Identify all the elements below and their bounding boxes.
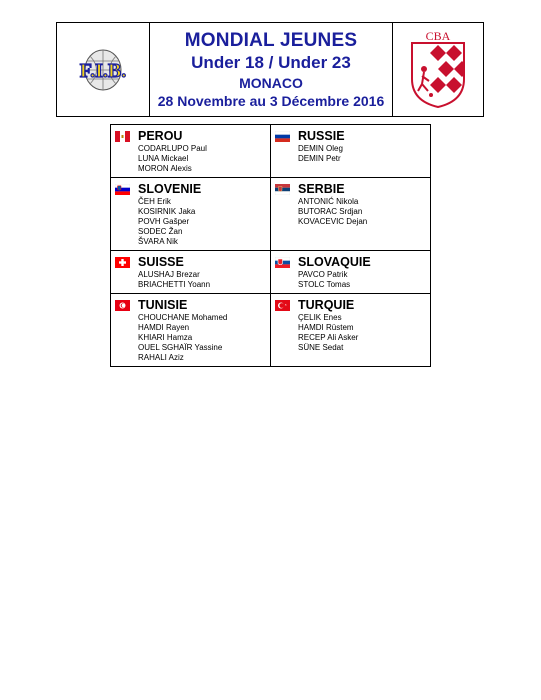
team-cell-tunisia [111,294,271,366]
player-name: MORON Alexis [138,164,192,173]
svg-text:CBA: CBA [425,28,451,43]
player-name: STOLC Tomas [298,280,351,289]
cba-logo [392,23,483,116]
country-name: SUISSE [138,255,184,269]
player-name: CHOUCHANE Mohamed [138,313,228,322]
player-name: RAHALI Aziz [138,353,184,362]
team-cell-peru [111,125,271,178]
player-name: DEMIN Petr [298,154,341,163]
event-location: MONACO [239,74,303,91]
country-name: SLOVAQUIE [298,255,371,269]
turkey-flag-icon [275,300,290,311]
player-name: ANTONIĆ Nikola [298,197,359,206]
player-name: ČEH Erik [138,197,171,206]
slovakia-flag-icon [275,257,290,268]
player-name: SÜNE Sedat [298,343,344,352]
teams-table [110,124,431,367]
monaco-shield-icon [398,29,478,111]
header-box [56,22,484,117]
svg-text:F.I.B.: F.I.B. [79,59,127,82]
player-name: KOSIRNIK Jaka [138,207,196,216]
player-name: HAMDI Rayen [138,323,190,332]
event-title: MONDIAL JEUNES [184,29,358,51]
country-name: SLOVENIE [138,182,202,196]
country-name: RUSSIE [298,129,345,143]
event-subtitle: Under 18 / Under 23 [191,52,351,72]
player-name: PAVCO Patrik [298,270,348,279]
country-name: SERBIE [298,182,345,196]
player-name: ÇELIK Enes [298,313,342,322]
country-name: TURQUIE [298,298,355,312]
player-name: OUEL SGHAÏR Yassine [138,343,223,352]
player-name: KOVACEVIC Dejan [298,217,368,226]
player-name: ALUSHAJ Brezar [138,270,200,279]
player-name: KHIARI Hamza [138,333,193,342]
event-dates: 28 Novembre au 3 Décembre 2016 [157,92,385,109]
peru-flag-icon [115,131,130,142]
team-cell-russia [271,125,430,178]
player-name: POVH Gašper [138,217,190,226]
player-name: SODEC Žan [138,227,183,236]
player-name: LUNA Mickael [138,154,189,163]
serbia-flag-icon [275,184,290,195]
player-name: BUTORAC Srdjan [298,207,363,216]
tunisia-flag-icon [115,300,130,311]
country-name: TUNISIE [138,298,188,312]
slovenia-flag-icon [115,184,130,195]
player-name: CODARLUPO Paul [138,144,207,153]
fib-logo [57,23,150,116]
team-cell-serbia [271,178,430,251]
team-cell-slovenia [111,178,271,251]
player-name: RECEP Ali Asker [298,333,359,342]
team-cell-slovakia [271,251,430,294]
country-name: PEROU [138,129,183,143]
switzerland-flag-icon [115,257,130,268]
player-name: BRIACHETTI Yoann [138,280,211,289]
fib-globe-icon [61,47,145,93]
team-cell-turkey [271,294,430,366]
player-name: DEMIN Oleg [298,144,343,153]
team-cell-switzerland [111,251,271,294]
player-name: HAMDI Rüstem [298,323,354,332]
title-block [150,23,392,116]
russia-flag-icon [275,131,290,142]
player-name: ŠVARA Nik [138,237,178,246]
